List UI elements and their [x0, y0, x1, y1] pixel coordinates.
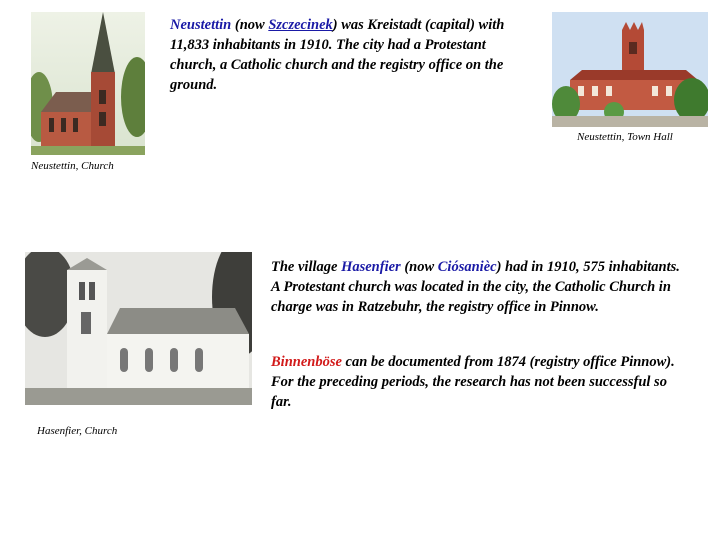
hasenfier-intro-text: The village: [271, 259, 342, 275]
hasenfier-church-photo: [25, 252, 252, 405]
hasenfier-open-text: (now: [400, 259, 438, 275]
ciosaniec-link[interactable]: Ciósanièc: [437, 259, 497, 275]
neustettin-town-hall-photo: [552, 12, 708, 127]
neustettin-link[interactable]: Neustettin: [170, 17, 232, 33]
binnenboese-paragraph: [271, 352, 691, 412]
neustettin-church-caption: Neustettin, Church: [31, 160, 114, 172]
hasenfier-body-text: ) had in 1910, 575 inhabitants. A Protestant church was located in the city, the Catholic Church in charge was in Ratzebuhr, the registry office in Pinnow.: [271, 259, 680, 315]
binnenboese-link[interactable]: Binnenböse: [271, 354, 342, 370]
neustettin-church-photo: [31, 12, 145, 155]
szczecinek-link[interactable]: Szczecinek: [268, 17, 333, 33]
binnenboese-body-text: can be documented from 1874 (registry office Pinnow). For the preceding periods, the research has not been successful so far.: [271, 354, 675, 410]
neustettin-paragraph: [170, 15, 520, 95]
town-hall-caption: Neustettin, Town Hall: [577, 131, 673, 143]
neustettin-open-text: (now: [231, 17, 269, 33]
neustettin-body-text: ) was Kreistadt (capital) with 11,833 inhabitants in 1910. The city had a Protestant church, a Catholic church and the registry office on the ground.: [170, 17, 505, 93]
hasenfier-link[interactable]: Hasenfier: [341, 259, 401, 275]
hasenfier-church-caption: Hasenfier, Church: [37, 425, 118, 437]
hasenfier-paragraph: [271, 257, 691, 317]
